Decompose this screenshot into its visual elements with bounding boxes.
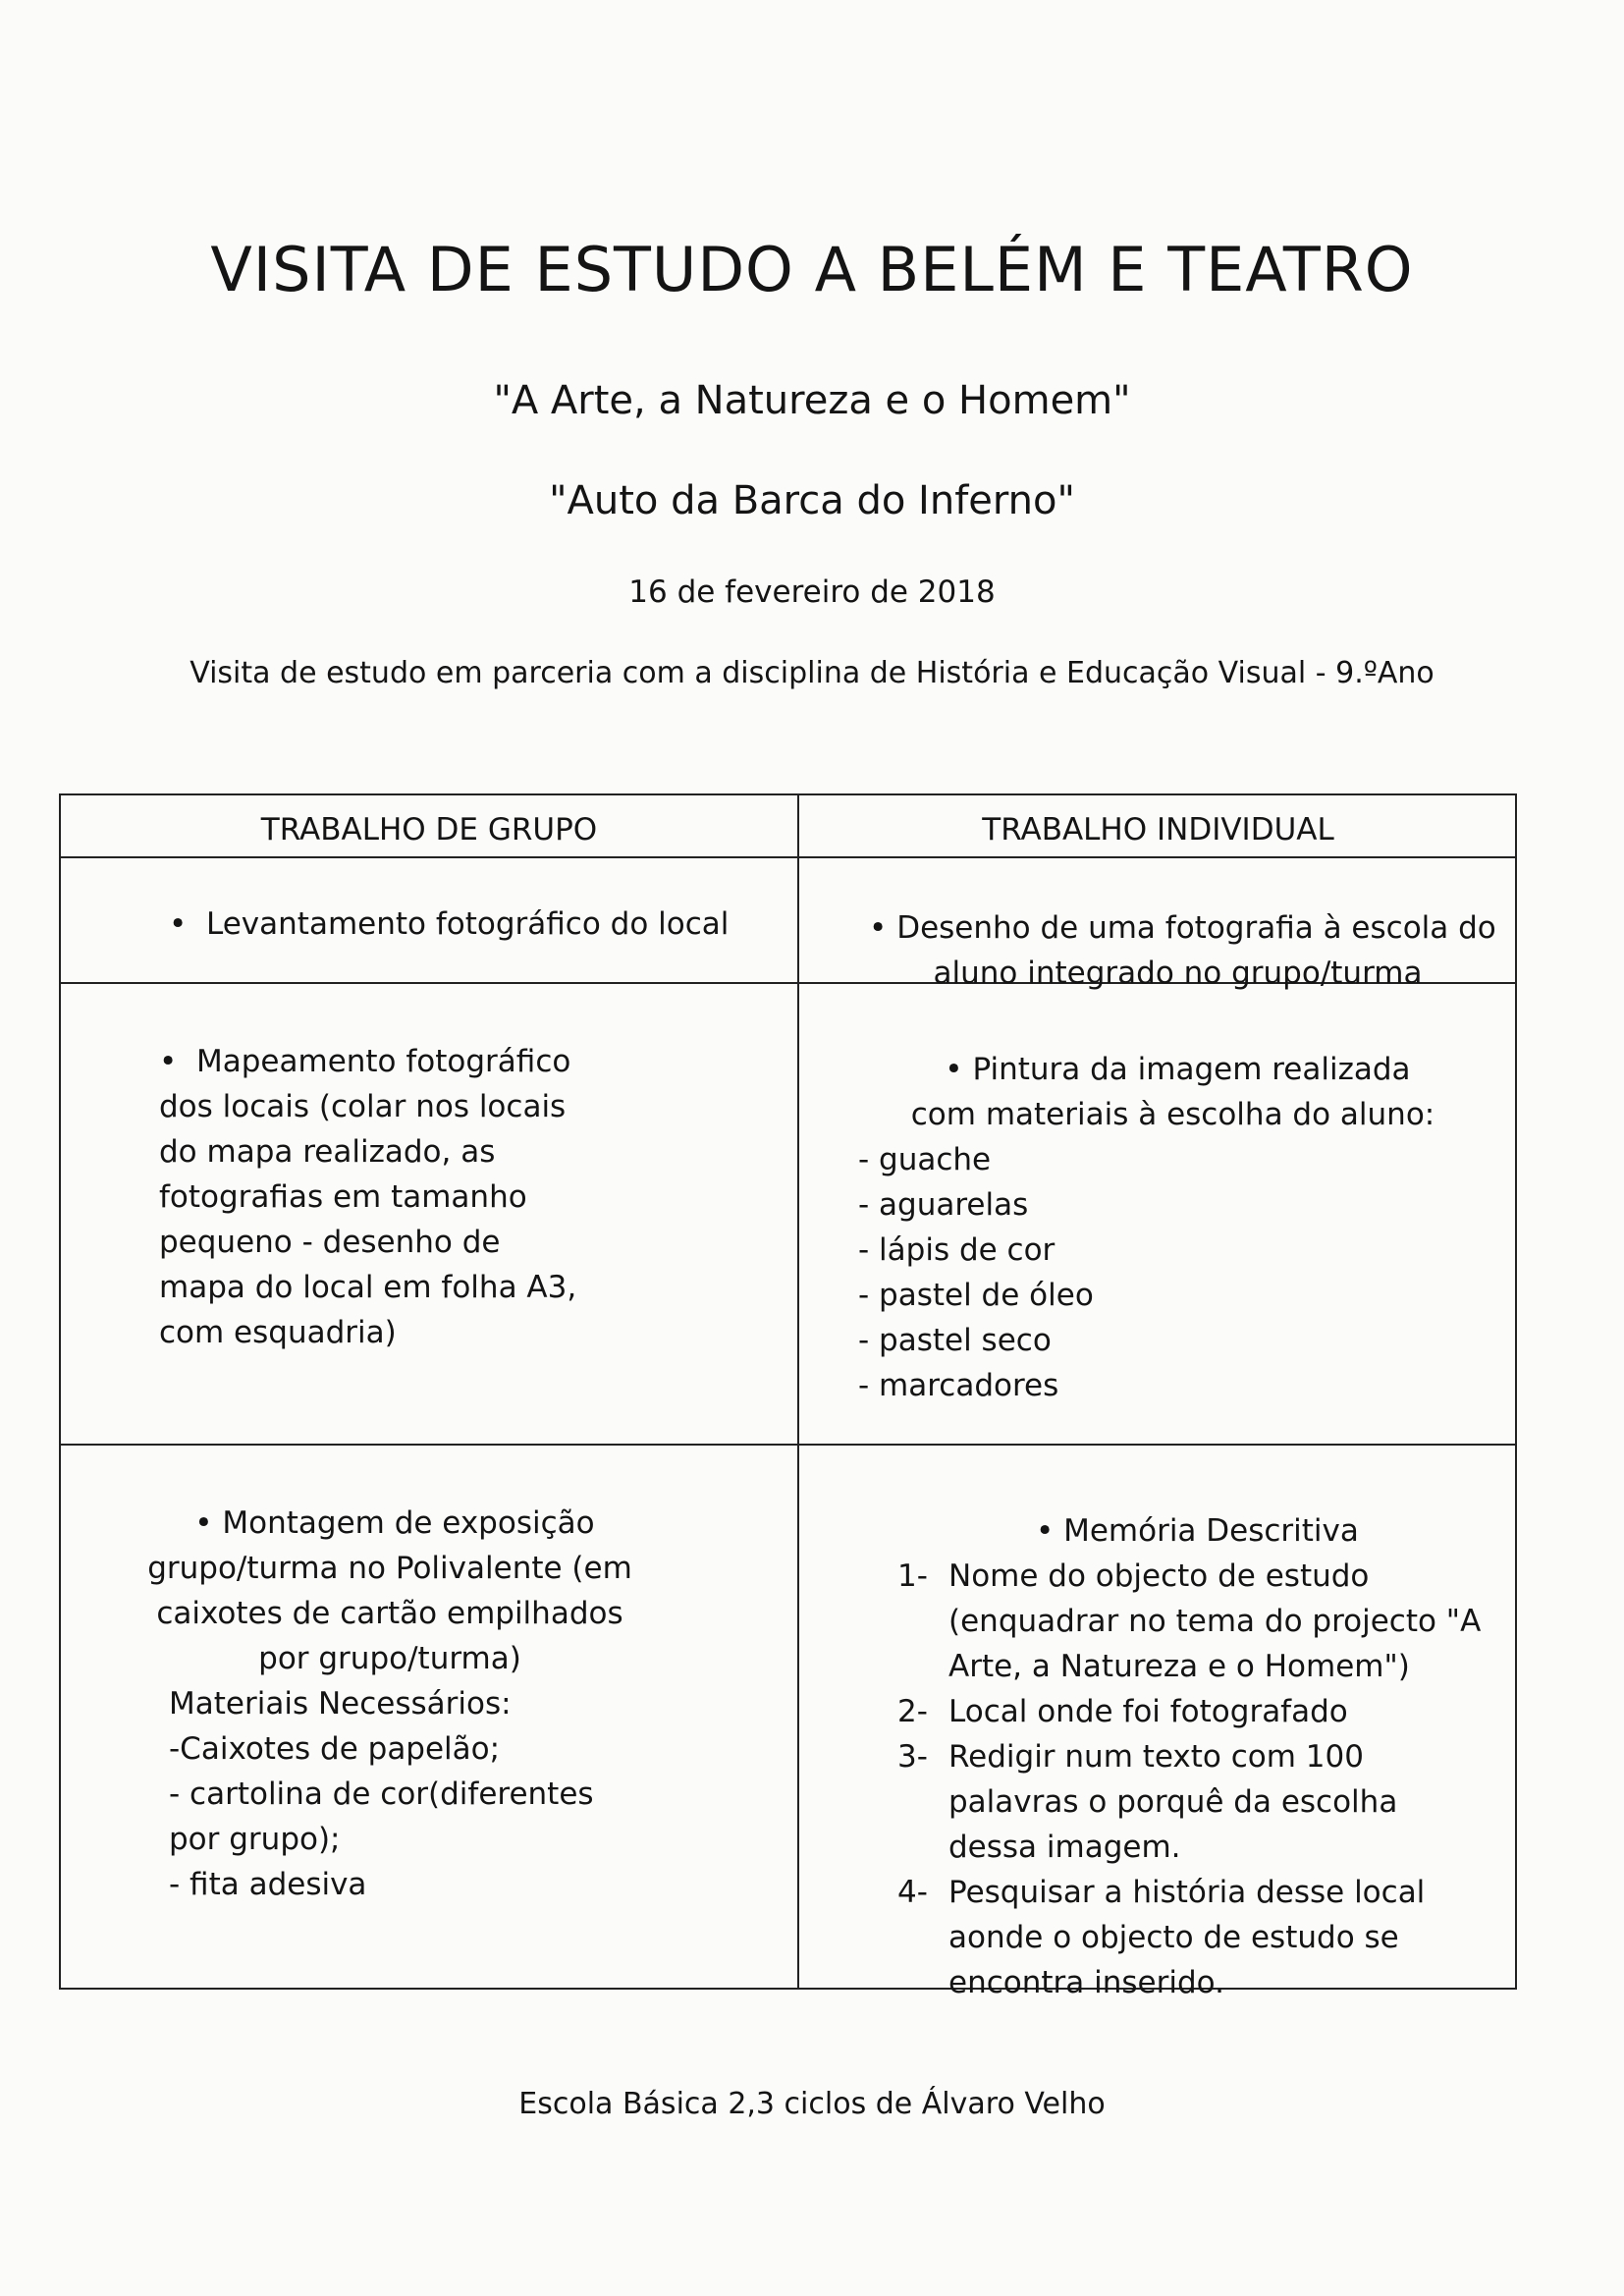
bullet-icon: • xyxy=(869,910,888,946)
work-table xyxy=(59,793,1517,2000)
row2-left-cell xyxy=(61,1039,797,1355)
list-item: - guache xyxy=(858,1142,992,1177)
bullet-icon: • xyxy=(1035,1513,1055,1549)
numbered-item: 1- Nome do objecto de estudo (enquadrar no tema do projecto "A Arte, a Natureza e o Homem") xyxy=(897,1558,1482,1684)
list-item: -Caixotes de papelão; xyxy=(169,1731,501,1767)
header-individual-work: TRABALHO INDIVIDUAL xyxy=(982,812,1334,847)
row2-right-cell xyxy=(799,1047,1517,1408)
bullet-icon: • xyxy=(945,1052,963,1087)
row1-left-cell xyxy=(61,902,797,947)
document-title: VISITA DE ESTUDO A BELÉM E TEATRO xyxy=(210,234,1414,305)
numbered-item: 2- Local onde foi fotografado xyxy=(897,1694,1348,1729)
materials-list xyxy=(858,1137,1438,1408)
required-materials-list xyxy=(139,1681,640,1907)
bullet-icon: • xyxy=(159,1044,178,1079)
list-item: - fita adesiva xyxy=(169,1867,367,1902)
numbered-item: 3- Redigir num texto com 100 palavras o porquê da escolha dessa imagem. xyxy=(897,1739,1398,1865)
row1-right-text: Desenho de uma fotografia à escola do aluno integrado no grupo/turma xyxy=(896,910,1496,991)
list-item: - pastel seco xyxy=(858,1323,1052,1358)
header-group-work: TRABALHO DE GRUPO xyxy=(260,812,598,847)
visit-date: 16 de fevereiro de 2018 xyxy=(628,574,996,610)
subtitle-project: "A Arte, a Natureza e o Homem" xyxy=(493,378,1131,423)
row3-left-intro: Montagem de exposição grupo/turma no Polivalente (em caixotes de cartão empilhados por grupo/turma) xyxy=(147,1505,632,1676)
table-row-divider xyxy=(61,856,1515,858)
row1-right-cell xyxy=(799,905,1517,996)
school-name-footer: Escola Básica 2,3 ciclos de Álvaro Velho xyxy=(518,2087,1106,2121)
numbered-item: 4- Pesquisar a história desse local aonde o objecto de estudo se encontra inserido. xyxy=(897,1875,1426,2000)
subtitle-play: "Auto da Barca do Inferno" xyxy=(549,478,1075,523)
list-item: - cartolina de cor(diferentes por grupo); xyxy=(169,1777,594,1857)
row2-right-intro: Pintura da imagem realizada com materiais à escolha do aluno: xyxy=(910,1052,1435,1132)
row1-left-text: Levantamento fotográfico do local xyxy=(206,906,730,942)
list-item: - marcadores xyxy=(858,1368,1059,1403)
bullet-icon: • xyxy=(169,906,188,942)
list-item: - lápis de cor xyxy=(858,1232,1056,1268)
list-item: Materiais Necessários: xyxy=(169,1686,512,1722)
row3-right-cell xyxy=(799,1508,1517,2005)
row2-left-text: Mapeamento fotográfico dos locais (colar nos locais do mapa realizado, as fotografias em tamanho pequeno - desenho de mapa do local em folha A3, com esquadria) xyxy=(159,1044,577,1350)
row3-left-cell xyxy=(61,1501,797,1907)
row3-right-title: Memória Descritiva xyxy=(1063,1513,1359,1549)
bullet-icon: • xyxy=(194,1505,213,1541)
list-item: - pastel de óleo xyxy=(858,1278,1094,1313)
visit-description: Visita de estudo em parceria com a disciplina de História e Educação Visual - 9.ºAno xyxy=(189,656,1435,690)
table-row-divider xyxy=(61,1444,1515,1446)
list-item: - aguarelas xyxy=(858,1187,1029,1223)
